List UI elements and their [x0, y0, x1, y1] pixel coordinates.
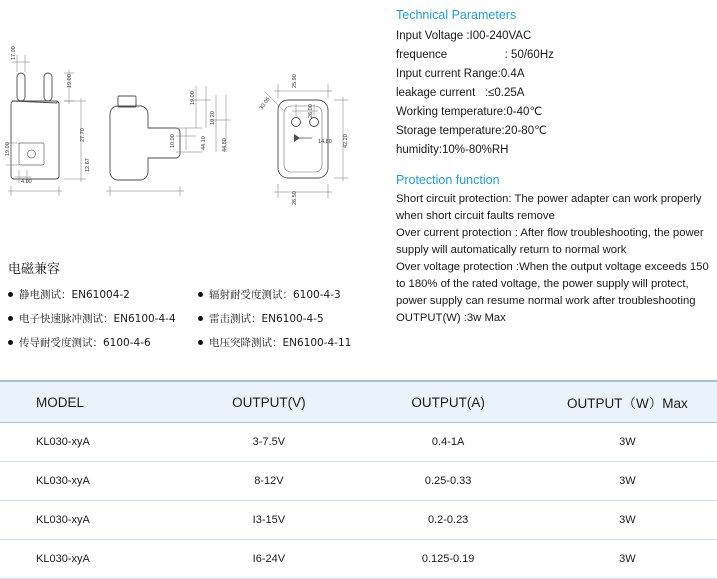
table-row: [0, 501, 717, 540]
bullet-icon: [198, 316, 203, 321]
emc-item: [8, 313, 198, 326]
param-input-voltage: Input Voltage :I00-240VAC: [396, 30, 532, 42]
cell-output-a: 0.2-0.23: [359, 501, 538, 540]
bullet-icon: [8, 340, 13, 345]
cell-output-w: 3W: [538, 423, 717, 462]
protection-function-title: Protection function: [396, 173, 500, 187]
cell-output-v: 8-12V: [179, 462, 358, 501]
table-row: [0, 540, 717, 579]
spec-table-wrap: [0, 380, 717, 579]
dim-side-1: 10.20: [210, 111, 216, 125]
dim-side-0: 19.00: [190, 91, 196, 105]
emc-item: [198, 289, 388, 302]
cell-output-w: 3W: [538, 462, 717, 501]
emc-item-label: 静电测试：EN61004-2: [19, 289, 130, 301]
dim-front-0: 17.00: [11, 46, 17, 60]
dim-side-4: 44.80: [222, 138, 228, 152]
cell-output-w: 3W: [538, 540, 717, 579]
dim-front-5: 4.00: [21, 179, 32, 185]
emc-section: [8, 258, 388, 350]
emc-list: [8, 289, 388, 350]
table-header-output-w: OUTPUT（W）Max: [538, 381, 717, 423]
dim-side-3: 44.10: [201, 136, 207, 150]
dim-top-1: 26.00: [308, 104, 314, 118]
emc-item-label: 电子快速脉冲测试：EN6100-4-4: [19, 313, 176, 326]
bullet-icon: [8, 292, 13, 297]
dim-front-1: 19.00: [67, 74, 73, 88]
emc-item-label: 传导耐受度测试：6100-4-6: [19, 337, 151, 350]
protection-over-current: Over current protection : After flow troubleshooting, the power supply will automatically return to normal work: [396, 227, 704, 256]
protection-over-voltage: Over voltage protection :When the output voltage exceeds 150 to 180% of the rated voltage, the power supply will protect, power supply can resume normal work after troubleshooting: [396, 261, 709, 307]
emc-title: 电磁兼容: [8, 262, 61, 277]
protection-output-max: OUTPUT(W) :3w Max: [396, 312, 506, 324]
technical-parameters-title: Technical Parameters: [396, 8, 517, 22]
cell-output-a: 0.125-0.19: [359, 540, 538, 579]
param-input-current-range: Input current Range:0.4A: [396, 68, 525, 80]
dim-top-0: 25.90: [292, 74, 298, 88]
dim-top-2: 30.06: [258, 96, 272, 112]
technical-drawings: [0, 0, 390, 240]
table-header-output-a: OUTPUT(A): [359, 381, 538, 423]
cell-output-w: 3W: [538, 501, 717, 540]
bullet-icon: [8, 316, 13, 321]
dim-front-3: 27.70: [80, 128, 86, 142]
emc-item: [198, 313, 388, 326]
cell-model: KL030-xyA: [0, 423, 179, 462]
dim-top-4: 42.20: [343, 134, 349, 148]
cell-output-v: 3-7.5V: [179, 423, 358, 462]
cell-output-a: 0.4-1A: [359, 423, 538, 462]
bullet-icon: [198, 340, 203, 345]
emc-item: [8, 337, 198, 350]
dim-top-3: 14.80: [318, 139, 332, 145]
protection-short-circuit: Short circuit protection: The power adapter can work properly when short circuit faults remove: [396, 193, 702, 222]
table-row: [0, 423, 717, 462]
param-working-temperature: Working temperature:0-40℃: [396, 106, 543, 118]
emc-item-label: 雷击测试：EN6100-4-5: [209, 313, 324, 326]
emc-item: [198, 337, 388, 350]
dim-front-2: 19.00: [5, 142, 11, 156]
cell-model: KL030-xyA: [0, 462, 179, 501]
param-storage-temperature: Storage temperature:20-80℃: [396, 125, 547, 137]
table-header-row: [0, 381, 717, 423]
param-leakage-current: leakage current :≤0.25A: [396, 87, 525, 99]
cell-model: KL030-xyA: [0, 501, 179, 540]
spec-table: [0, 380, 717, 579]
emc-item-label: 电压突降测试：EN6100-4-11: [209, 337, 352, 350]
table-header-output-v: OUTPUT(V): [179, 381, 358, 423]
emc-item-label: 辐射耐受度测试：6100-4-3: [209, 289, 341, 301]
cell-output-a: 0.25-0.33: [359, 462, 538, 501]
table-header-model: MODEL: [0, 381, 179, 423]
dim-front-4: 12.67: [85, 158, 91, 172]
table-row: [0, 462, 717, 501]
cell-output-v: I3-15V: [179, 501, 358, 540]
bullet-icon: [198, 292, 203, 297]
dim-top-5: 26.50: [292, 191, 298, 205]
emc-item: [8, 289, 198, 302]
param-frequence: frequence : 50/60Hz: [396, 49, 554, 61]
specs-column: [396, 8, 711, 327]
param-humidity: humidity:10%-80%RH: [396, 144, 509, 156]
dim-side-2: 10.00: [170, 134, 176, 148]
cell-output-v: I6-24V: [179, 540, 358, 579]
cell-model: KL030-xyA: [0, 540, 179, 579]
drawings-svg: [0, 0, 390, 240]
